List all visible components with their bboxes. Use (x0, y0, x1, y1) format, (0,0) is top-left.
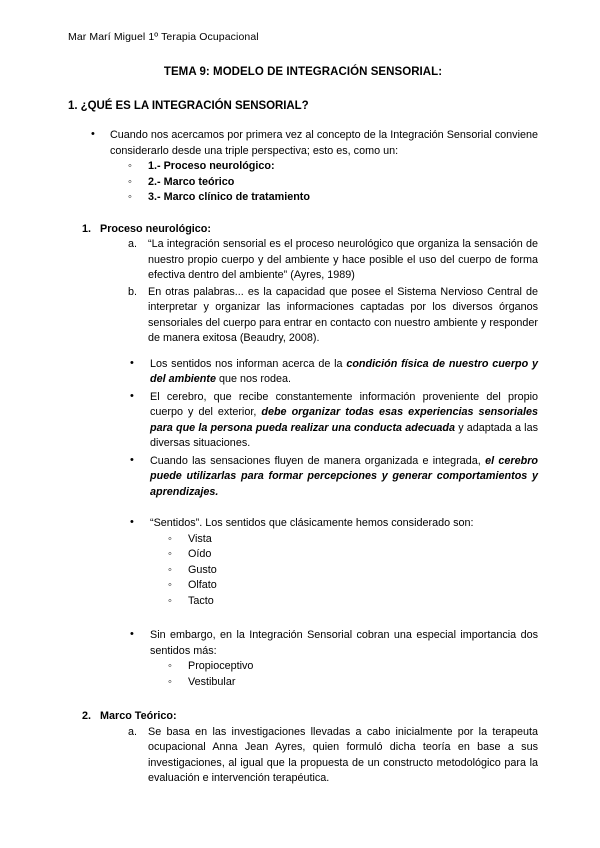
extra-senses-list (150, 659, 538, 690)
section-heading: 1. ¿QUÉ ES LA INTEGRACIÓN SENSORIAL? (68, 100, 309, 112)
item1-senses-bullet (120, 516, 538, 609)
main-numbered-list (68, 222, 538, 787)
list-item (68, 709, 538, 787)
extra-sense-label: ◦ Vestibular (188, 675, 236, 688)
perspective-label: ◦ 2.- Marco teórico (148, 175, 235, 188)
sense-label: ◦ Olfato (188, 579, 217, 591)
list-item (150, 578, 538, 594)
bullet-flow (150, 454, 538, 501)
list-item (120, 390, 538, 452)
list-item (120, 628, 538, 690)
list-item (150, 594, 538, 610)
list-item (110, 175, 538, 191)
document-header: Mar Marí Miguel 1º Terapia Ocupacional (68, 31, 259, 43)
list-item (110, 159, 538, 175)
item1-sub-a: “La integración sensorial es el proceso neurológico que organiza la sensación de nuestro propio cuerpo y del ambiente y hace posible el uso del cuerpo de forma efectiva dentro del ambiente” (Ayres, 1989) (148, 238, 538, 281)
list-item (150, 675, 538, 691)
item2-sub-a: Se basa en las investigaciones llevadas a cabo inicialmente por la terapeuta ocupacional Anna Jean Ayres, quien formuló dicha teoría en base a sus investigaciones, al igual que la propuesta de un constructo metodológico para la evaluación e intervención terapéutica. (148, 725, 538, 784)
senses-list (150, 532, 538, 610)
text-post: y adaptada a las diversas situaciones. (150, 421, 538, 449)
bullet-however: • Sin embargo, en la Integración Sensorial cobran una especial importancia dos sentidos más: (150, 629, 538, 657)
intro-bullet-text: • Cuando nos acercamos por primera vez al concepto de la Integración Sensorial conviene considerarlo desde una triple perspectiva; esto es, como un: (110, 129, 538, 157)
text-emphasis: el cerebro puede utilizarlas para formar percepciones y generar comportamientos y aprendizajes. (150, 454, 538, 498)
text-pre: Cuando las sensaciones fluyen de manera organizada e integrada, (150, 454, 486, 467)
sense-label: ◦ Vista (188, 532, 212, 545)
item1-sub-b: En otras palabras... es la capacidad que posee el Sistema Nervioso Central de interpretar y organizar las informaciones captadas por los diversos órganos sensoriales del cuerpo para entrar en contacto con nuestro ambiente y responder de manera exitosa (Beaudry, 2008). (148, 285, 538, 344)
item1-bullets (120, 357, 538, 501)
bullet-senses-inform (150, 357, 538, 388)
sense-label: ◦ Gusto (188, 563, 217, 576)
bullet-senses-label: • “Sentidos”. Los sentidos que clásicamente hemos considerado son: (150, 517, 474, 529)
sense-label: ◦ Tacto (188, 594, 214, 607)
text-post: que nos rodea. (216, 373, 292, 385)
text-pre: Los sentidos nos informan acerca de la (150, 357, 347, 370)
list-item (68, 128, 538, 206)
extra-sense-label: ◦ Propioceptivo (188, 660, 254, 672)
list-item (150, 547, 538, 563)
triple-perspective-list (110, 159, 538, 206)
list-item (110, 190, 538, 206)
list-item (120, 357, 538, 388)
item1-bullet-group-1 (120, 357, 538, 691)
item1-alpha-list (100, 237, 538, 347)
list-item (100, 725, 538, 787)
list-item (100, 285, 538, 347)
perspective-label: ◦ 1.- Proceso neurológico: (148, 160, 275, 172)
list-item (150, 532, 538, 548)
item1-heading: Proceso neurológico: (100, 222, 211, 235)
text-emphasis: condición física de nuestro cuerpo y del ambiente (150, 357, 538, 385)
text-emphasis: debe organizar todas esas experiencias sensoriales para que la persona pueda realizar una conducta adecuada (150, 406, 538, 434)
list-item (120, 516, 538, 609)
list-item (120, 454, 538, 501)
list-item (68, 222, 538, 710)
item2-heading: Marco Teórico: (100, 710, 177, 722)
sense-label: ◦ Oído (188, 548, 212, 560)
list-item (150, 563, 538, 579)
item2-alpha-list (100, 725, 538, 787)
intro-bullet-list (68, 128, 538, 206)
document-title: TEMA 9: MODELO DE INTEGRACIÓN SENSORIAL: (163, 66, 443, 78)
list-item (100, 237, 538, 284)
bullet-brain (150, 390, 538, 452)
item1-however-bullet (120, 628, 538, 690)
perspective-label: ◦ 3.- Marco clínico de tratamiento (148, 191, 310, 203)
list-item (150, 659, 538, 675)
text-pre: El cerebro, que recibe constantemente información proveniente del propio cuerpo y del exterior, (150, 390, 538, 418)
